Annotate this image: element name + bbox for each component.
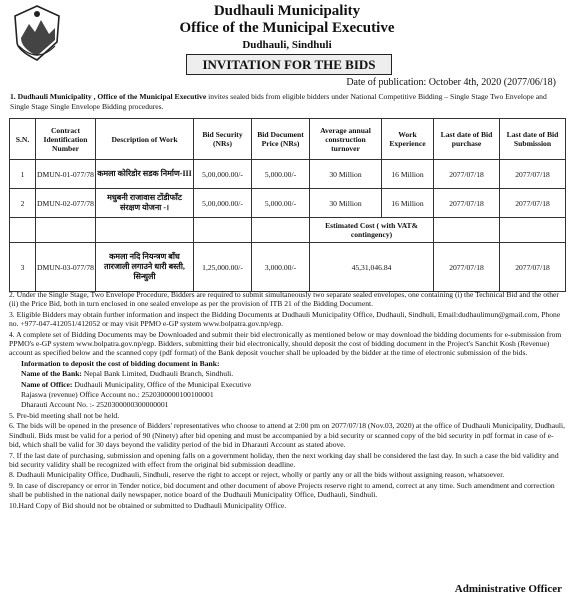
cell-price: 5,000.00/-: [252, 160, 310, 189]
cell-purchase: 2077/07/18: [434, 160, 500, 189]
note-4: 4. A complete set of Bidding Documents may be Downloaded and submit their bid electronically as mentioned below or may download the bidding documents for e-submission from PPMO's e-GP system www.bolpatra.gov.np/egp. Bidders, submitting their bid electronically, should deposit the cost of bidding document in the Project's Sanchit Kosh (Revenue) account as specified below and the scanned copy (pdf format) of the Bank deposit voucher shall be uploaded by the bidder at the time of electronic submission of the bids.: [9, 329, 562, 358]
revenue-account: Rajaswa (revenue) Office Account no.: 2520300000100100001: [21, 390, 214, 400]
dharauti-account: Dharauti Account No. :- 2520300000300000001: [21, 400, 169, 410]
cell-price: 3,000.00/-: [252, 243, 310, 292]
column-header: Contract Identification Number: [36, 119, 96, 160]
cell-id: DMUN-03-077/78: [36, 243, 96, 292]
deposit-heading: Information to deposit the cost of bidding document in Bank:: [21, 358, 220, 368]
cell-security: 5,00,000.00/-: [194, 189, 252, 218]
cell-sn: 3: [10, 243, 36, 292]
intro-number: 1.: [10, 92, 16, 101]
bank-name: Name of the Bank: Nepal Bank Limited, Dudhauli Branch, Sindhuli.: [21, 369, 234, 379]
bids-table: [9, 118, 566, 292]
cell-experience: 16 Million: [382, 189, 434, 218]
note-3: 3. Eligible Bidders may obtain further information and inspect the Bidding Documents at Dudhauli Municipality Office, Dudhauli, Sindhuli, Email:dudhaulimun@gmail.com, Phone no. +977-047-412051/412052 or may visit PPMO e-GP system www.bolpatra.gov.np/egp.: [9, 309, 561, 329]
signature: Administrative Officer: [454, 583, 562, 595]
cell-submission: 2077/07/18: [500, 160, 566, 189]
cell-turnover: 30 Million: [310, 189, 382, 218]
office-name-line: Name of Office: Dudhauli Municipality, Office of the Municipal Executive: [21, 379, 252, 389]
note-5: 5. Pre-bid meeting shall not be held.: [9, 410, 120, 420]
notice-banner: INVITATION FOR THE BIDS: [186, 54, 392, 75]
cell-price: 5,000.00/-: [252, 189, 310, 218]
notes-section: [9, 290, 565, 511]
intro-paragraph: [10, 92, 566, 111]
cell-id: DMUN-02-077/78: [36, 189, 96, 218]
cell-purchase: 2077/07/18: [434, 189, 500, 218]
table-row: [10, 189, 566, 218]
cell-security: 1,25,000.00/-: [194, 243, 252, 292]
cell-experience: 16 Million: [382, 160, 434, 189]
cell-id: DMUN-01-077/78: [36, 160, 96, 189]
cell-submission: 2077/07/18: [500, 243, 566, 292]
column-header: Work Experience: [382, 119, 434, 160]
column-header: Last date of Bid purchase: [434, 119, 500, 160]
cell-estimated-cost: 45,31,046.84: [310, 243, 434, 292]
table-row: [10, 160, 566, 189]
estimated-cost-label: Estimated Cost ( with VAT& contingency): [310, 218, 434, 243]
cell-desc: मधुबनी राजावास टोंडीफाँट संरक्षण योजना -।: [96, 189, 194, 218]
column-header: Bid Document Price (NRs): [252, 119, 310, 160]
table-header-row: [10, 119, 566, 160]
column-header: Last date of Bid Submission: [500, 119, 566, 160]
note-7: 7. If the last date of purchasing, submission and opening falls on a government holiday, then the next working day shall be considered the last day. In such a case the bid validity and bid security validity shall be recognized with effect from the original bid submission deadline.: [9, 450, 559, 469]
cell-desc: कमला नदि नियन्त्रण बाँध तारजाली लगाउने धारी बस्ती, सिन्धुली: [96, 243, 194, 292]
cell-turnover: 30 Million: [310, 160, 382, 189]
note-2: 2. Under the Single Stage, Two Envelope Procedure, Bidders are required to submit simultaneously two separate sealed envelopes, one containing (i) the Technical Bid and the other (ii) the Price Bid, both in turn enclosed in one sealed envelope as per the provision of ITB 21 of the Bidding Document.: [9, 290, 559, 309]
column-header: Average annual construction turnover: [310, 119, 382, 160]
column-header: Description of Work: [96, 119, 194, 160]
intro-text: invites sealed bids from eligible bidders under National Competitive Bidding – Single Stage Two Envelope and Single Stage Single Envelope Bidding procedures.: [10, 92, 547, 111]
intro-org: Dudhauli Municipality , Office of the Municipal Executive: [17, 92, 207, 101]
location: Dudhauli, Sindhuli: [242, 39, 332, 51]
municipality-name: Dudhauli Municipality: [213, 3, 361, 19]
estimated-cost-row: [10, 218, 566, 243]
office-name: Office of the Municipal Executive: [179, 20, 395, 36]
column-header: S.N.: [10, 119, 36, 160]
cell-desc: कमला कोरिडोर सडक निर्माण-III: [96, 160, 194, 189]
cell-submission: 2077/07/18: [500, 189, 566, 218]
column-header: Bid Security (NRs): [194, 119, 252, 160]
cell-purchase: 2077/07/18: [434, 243, 500, 292]
note-6: 6. The bids will be opened in the presence of Bidders' representatives who choose to attend at 2:00 pm on 2077/07/18 (Nov.03, 2020) at the office of Dudhauli Municipality, Dudhauli, Sindhuli. Bids must be valid for a period of 90 (Ninety) after bid opening and must be accompanied by a bid security or scanned copy of the bid security in pdf format in case of e-bid, which shall be valid for 30 days beyond the validity period of the bid in Dharauti Account as stated above.: [9, 421, 566, 450]
cell-sn: 1: [10, 160, 36, 189]
note-8: 8. Dudhauli Municipality Office, Dudhauli, Sindhuli, reserve the right to accept or reject, wholly or partly any or all the bids without assigning reason, whatsoever.: [9, 470, 505, 480]
table-row: [10, 243, 566, 292]
cell-security: 5,00,000.00/-: [194, 160, 252, 189]
note-9: 9. In case of discrepancy or error in Tender notice, bid document and other document of above Projects reserve right to amend, correct at any time. Such amendment and correction shall be published in the national daily newspaper, notice board of the Dudhauli Municipality Office, Dudhauli, Sindhuli.: [9, 480, 555, 500]
cell-sn: 2: [10, 189, 36, 218]
publication-date: Date of publication: October 4th, 2020 (2077/06/18): [346, 77, 556, 88]
note-10: 10.Hard Copy of Bid should not be obtained or submitted to Dudhauli Municipality Office.: [9, 500, 287, 510]
